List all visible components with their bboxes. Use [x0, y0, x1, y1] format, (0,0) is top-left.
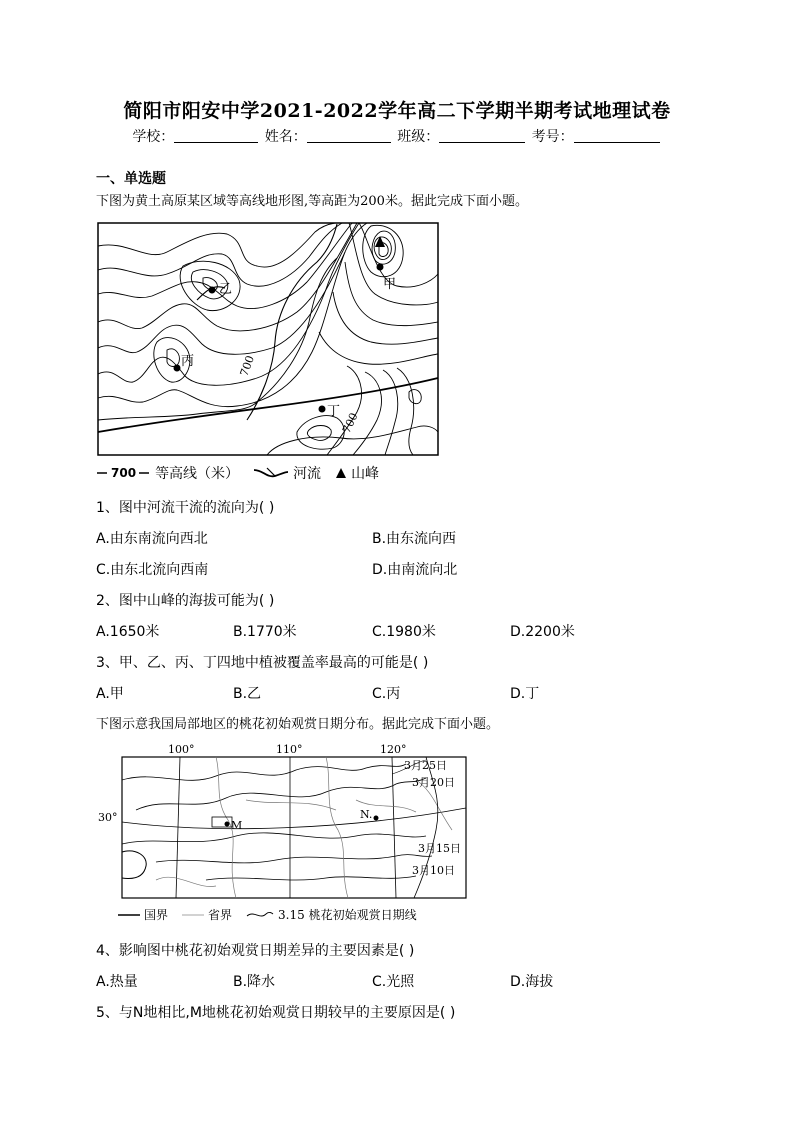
legend-province — [182, 906, 232, 923]
exam-title: 简阳市阳安中学2021-2022学年高二下学期半期考试地理试卷 — [123, 100, 671, 122]
longitude-label-100: 100° — [168, 743, 195, 756]
point-jia — [377, 264, 384, 271]
q3-option-c[interactable]: C.丙 — [372, 686, 401, 702]
province-line-icon — [182, 912, 204, 918]
point-m — [225, 822, 230, 827]
legend-province-label: 省界 — [208, 908, 233, 922]
section-heading: 一、单选题 — [96, 171, 166, 187]
legend-border-label: 国界 — [144, 908, 169, 922]
legend-date-line-label: 3.15 桃花初始观赏日期线 — [278, 908, 417, 922]
label-yi: 乙 — [219, 282, 233, 297]
q3-option-d[interactable]: D.丁 — [510, 686, 540, 702]
group1-intro: 下图为黄土高原某区域等高线地形图,等高距为200米。据此完成下面小题。 — [96, 194, 528, 209]
legend-date-line — [246, 906, 417, 923]
border-line-icon — [118, 912, 140, 918]
q3-option-a[interactable]: A.甲 — [96, 686, 124, 702]
exam-info-line — [0, 126, 794, 146]
legend-river-label: 河流 — [293, 466, 322, 482]
question-4: 4、影响图中桃花初始观赏日期差异的主要因素是( ) — [96, 943, 415, 959]
question-1: 1、图中河流干流的流向为( ) — [96, 500, 275, 516]
field-class-label: 班级： — [397, 129, 440, 145]
q1-option-a[interactable]: A.由东南流向西北 — [96, 531, 208, 547]
peach-map-legend — [118, 906, 431, 923]
group2-intro: 下图示意我国局部地区的桃花初始观赏日期分布。据此完成下面小题。 — [96, 717, 500, 732]
contour-map — [97, 222, 439, 456]
date-label-0310: 3月10日 — [412, 864, 455, 877]
q4-option-d[interactable]: D.海拔 — [510, 974, 554, 990]
number-blank[interactable] — [574, 128, 660, 143]
contour-line-icon — [97, 470, 107, 476]
name-blank[interactable] — [307, 128, 391, 143]
question-3: 3、甲、乙、丙、丁四地中植被覆盖率最高的可能是( ) — [96, 655, 429, 671]
q4-option-c[interactable]: C.光照 — [372, 974, 415, 990]
field-number-label: 考号： — [531, 129, 574, 145]
label-jia: 甲 — [383, 277, 397, 292]
q2-option-b[interactable]: B.1770米 — [233, 624, 297, 640]
label-bing: 丙 — [181, 354, 195, 369]
q1-option-b[interactable]: B.由东流向西 — [372, 531, 457, 547]
longitude-label-120: 120° — [380, 743, 407, 756]
contour-label-700-a: 700 — [237, 353, 258, 379]
q3-option-b[interactable]: B.乙 — [233, 686, 262, 702]
river-icon — [253, 466, 289, 480]
legend-contour — [97, 463, 239, 483]
latitude-label-30: 30° — [98, 811, 118, 824]
q4-option-b[interactable]: B.降水 — [233, 974, 276, 990]
point-yi — [209, 287, 216, 294]
question-2: 2、图中山峰的海拔可能为( ) — [96, 593, 275, 609]
field-school-label: 学校： — [132, 129, 175, 145]
point-bing — [174, 365, 181, 372]
q2-option-a[interactable]: A.1650米 — [96, 624, 160, 640]
q2-option-c[interactable]: C.1980米 — [372, 624, 436, 640]
q1-option-c[interactable]: C.由东北流向西南 — [96, 562, 209, 578]
q1-option-d[interactable]: D.由南流向北 — [372, 562, 458, 578]
school-blank[interactable] — [174, 128, 258, 143]
legend-contour-sample: 700 — [111, 466, 137, 480]
legend-peak-label: 山峰 — [351, 466, 380, 482]
legend-border — [118, 906, 168, 923]
label-m: M — [231, 819, 243, 832]
q2-option-d[interactable]: D.2200米 — [510, 624, 575, 640]
point-n — [374, 816, 379, 821]
date-label-0320: 3月20日 — [412, 776, 455, 789]
q4-option-a[interactable]: A.热量 — [96, 974, 138, 990]
date-label-0315: 3月15日 — [418, 842, 461, 855]
longitude-label-110: 110° — [276, 743, 303, 756]
question-5: 5、与N地相比,M地桃花初始观赏日期较早的主要原因是( ) — [96, 1005, 456, 1021]
date-line-icon — [246, 910, 274, 920]
class-blank[interactable] — [439, 128, 525, 143]
date-label-0325: 3月25日 — [404, 759, 447, 772]
peach-blossom-map — [96, 740, 472, 906]
legend-river — [253, 463, 321, 483]
contour-map-legend — [97, 463, 393, 483]
legend-contour-label: 等高线（米） — [155, 466, 240, 482]
field-name-label: 姓名： — [264, 129, 307, 145]
label-ding: 丁 — [327, 404, 341, 419]
contour-label-700-b: 700 — [339, 410, 361, 436]
legend-peak — [335, 463, 379, 483]
label-n: N. — [360, 808, 373, 821]
peak-legend-icon — [335, 467, 347, 479]
point-ding — [319, 406, 326, 413]
